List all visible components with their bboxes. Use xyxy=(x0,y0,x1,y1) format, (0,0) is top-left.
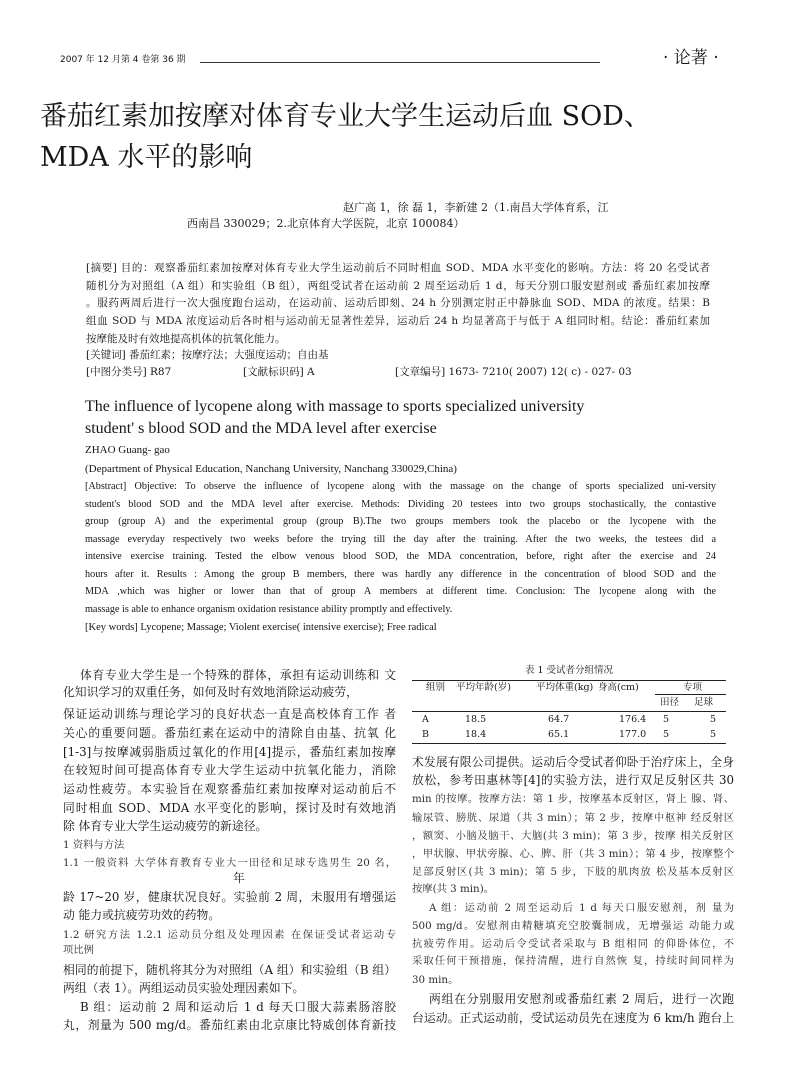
document-code: [文献标识码] A xyxy=(243,366,315,378)
body-right-line: 抗疲劳作用。运动后令受试者采取与 B 组相同 的仰卧体位，不 xyxy=(412,938,734,950)
body-right-line: 输尿管、膀胱、尿道（共 3 min）；第 2 步，按摩中枢神 经反射区 xyxy=(412,812,734,824)
table-header-cell: 平均体重(kg) xyxy=(536,682,594,693)
body-left-line: [1-3]与按摩减弱脂质过氧化的作用[4]提示，番茄红素加按摩 xyxy=(63,745,396,759)
table-cell: 176.4 xyxy=(619,714,647,725)
body-left-line: 体育专业大学生是一个特殊的群体，承担有运动训练和 文 xyxy=(80,668,396,682)
english-abstract-line: hours after it. Results : Among the group B members, there was hardly any difference in the concentration of blood SOD and the xyxy=(85,569,716,580)
body-left-line: 运动性疲劳。本实验旨在观察番茄红素加按摩对运动前后不 xyxy=(63,782,396,796)
table-cell: A xyxy=(422,714,429,725)
english-abstract-line: group (group A) and the experimental group (group B).The two groups members took the placebo or the lycopene with the xyxy=(85,516,716,527)
table-header-cell: 平均年龄(岁) xyxy=(456,682,511,693)
body-left-line: 同时相血 SOD、MDA 水平变化的影响，探讨及时有效地消 xyxy=(63,801,396,815)
english-abstract-line: massage is able to enhance organism oxidation resistance ability promptly and effectively. xyxy=(85,604,453,615)
table-cell: 65.1 xyxy=(548,729,570,740)
author-line: 赵广高 1，徐 磊 1，李新建 2（1.南昌大学体育系，江 xyxy=(343,201,609,214)
table-cell: 64.7 xyxy=(548,714,570,725)
body-left-line: 丸，剂量为 500 mg/d。番茄红素由北京康比特威创体育新技 xyxy=(63,1018,396,1032)
table-cell: 5 xyxy=(663,714,670,725)
table-rule xyxy=(655,694,726,695)
title-line: 番茄红素加按摩对体育专业大学生运动后血 SOD、 xyxy=(40,101,651,132)
table-cell: 5 xyxy=(710,729,717,740)
body-right-line: 术发展有限公司提供。运动后令受试者仰卧于治疗床上，全身 xyxy=(412,755,734,769)
body-left-line: 化知识学习的双重任务，如何及时有效地消除运动疲劳， xyxy=(63,685,358,699)
body-left-line: 动 能力或抗疲劳功效的药物。 xyxy=(63,908,221,922)
english-affiliation: (Department of Physical Education, Nanchang University, Nanchang 330029,China) xyxy=(85,463,457,475)
body-right-line: ，额窦、小脑及脑干、大脑(共 3 min)；第 3 步，按摩 相关反射区 xyxy=(412,830,734,842)
keywords-cn: [关键词] 番茄红素；按摩疗法；大强度运动；自由基 xyxy=(86,349,329,361)
body-right-line: ，甲状腺、甲状旁腺、心、脾、肝（共 3 min）；第 4 步，按摩整个 xyxy=(412,848,734,860)
body-left-line: 年 xyxy=(233,871,245,885)
author-line: 西南昌 330029；2.北京体育大学医院，北京 100084） xyxy=(187,217,465,230)
abstract-cn-line: [摘要] 目的：观察番茄红素加按摩对体育专业大学生运动前后不同时相血 SOD、MDA 水平变化的影响。方法：将 20 名受试者 xyxy=(86,262,710,274)
english-abstract-line: intensive exercise training. Tested the elbow venous blood SOD, the MDA concentration, before, right after the exercise and 24 xyxy=(85,551,716,562)
body-right-line: 足部反射区(共 3 min)；第 5 步，下肢的肌肉放 松及基本反射区 xyxy=(412,866,734,878)
abstract-cn-line: 组血 SOD 与 MDA 浓度运动后各时相与运动前无显著性差异，运动后 24 h 均显著高于与低于 A 组同时相。结论：番茄红素加 xyxy=(86,315,710,327)
body-left-line: 1.2 研究方法 1.2.1 运动员分组及处理因素 在保证受试者运动专 xyxy=(63,929,396,941)
column-label: · 论著 · xyxy=(663,48,719,68)
english-abstract-line: massage everyday respectively two weeks before the trying till the day after the training. After the two weeks, the testees did a xyxy=(85,534,716,545)
english-abstract-line: [Abstract] Objective: To observe the influence of lycopene along with the massage on the change of sports specialized uni-versity xyxy=(85,481,716,492)
body-left-line: B 组：运动前 2 周和运动后 1 d 每天口服大蒜素肠溶胶 xyxy=(80,1000,396,1014)
table-cell: 177.0 xyxy=(619,729,647,740)
body-right-line: min 的按摩。按摩方法：第 1 步，按摩基本反射区，肾上 腺、肾、 xyxy=(412,793,734,805)
english-abstract-line: student's blood SOD and the MDA level after exercise. Methods: Dividing 20 testees into two groups stochastically, the contastive xyxy=(85,499,716,510)
table-cell: 5 xyxy=(663,729,670,740)
table-header-cell: 身高(cm) xyxy=(598,682,639,693)
english-abstract-line: MDA ,which was higher or lower than that of group A members at different time. Conclusion: The lycopene along with the xyxy=(85,586,716,597)
body-right-line: A 组：运动前 2 周至运动后 1 d 每天口服安慰剂，剂 量为 xyxy=(429,902,734,914)
table-subheader-cell: 足球 xyxy=(694,697,714,708)
table-rule xyxy=(412,711,726,712)
body-left-line: 1 资料与方法 xyxy=(63,839,125,851)
table-group-header: 专项 xyxy=(683,682,703,693)
table-title: 表 1 受试者分组情况 xyxy=(524,665,614,676)
english-keywords: [Key words] Lycopene; Massage; Violent exercise( intensive exercise); Free radical xyxy=(85,622,437,633)
body-left-line: 除 体育专业大学生运动疲劳的新途径。 xyxy=(63,819,268,833)
title-line: MDA 水平的影响 xyxy=(40,142,253,173)
english-title-line: The influence of lycopene along with massage to sports specialized university xyxy=(85,398,585,415)
abstract-cn-line: 按摩能及时有效地提高机体的抗氧化能力。 xyxy=(86,333,286,345)
table-cell: B xyxy=(422,729,429,740)
english-author: ZHAO Guang- gao xyxy=(85,444,170,456)
table-header-cell: 组别 xyxy=(426,682,446,693)
body-left-line: 在较短时间可提高体育专业大学生运动中抗氧化能力，消除 xyxy=(63,763,396,777)
table-rule xyxy=(412,743,726,744)
body-left-line: 两组（表 1）。两组运动员实验处理因素如下。 xyxy=(63,981,305,995)
body-right-line: 按摩(共 3 min)。 xyxy=(412,883,495,895)
body-right-line: 30 min。 xyxy=(412,974,459,986)
table-cell: 5 xyxy=(710,714,717,725)
body-left-line: 项比例 xyxy=(63,944,94,956)
body-right-line: 放松，参考田惠林等[4]的实验方法，进行双足反射区共 30 xyxy=(412,773,734,787)
table-subheader-cell: 田径 xyxy=(660,697,680,708)
abstract-cn-line: 。服药两周后进行一次大强度跑台运动，在运动前、运动后即刻、24 h 分别测定肘正中静脉血 SOD、MDA 的浓度。结果：B xyxy=(86,297,710,309)
journal-issue: 2007 年 12 月第 4 卷第 36 期 xyxy=(60,55,186,65)
body-right-line: 台运动。正式运动前，受试运动员先在速度为 6 km/h 跑台上 xyxy=(412,1011,734,1025)
body-left-line: 关心的重要问题。番茄红素在运动中的清除自由基、抗氧 化 xyxy=(63,726,396,740)
table-cell: 18.4 xyxy=(465,729,487,740)
table-cell: 18.5 xyxy=(465,714,487,725)
body-right-line: 两组在分别服用安慰剂或番茄红素 2 周后，进行一次跑 xyxy=(429,992,734,1006)
body-right-line: 500 mg/d。安慰剂由精糖填充空胶囊制成，无增强运 动能力或 xyxy=(412,920,734,932)
header-rule xyxy=(200,62,600,63)
body-left-line: 相同的前提下，随机将其分为对照组（A 组）和实验组（B 组） xyxy=(63,963,396,977)
body-right-line: 采取任何干预措施，保持清醒，进行自然恢 复，持续时间同样为 xyxy=(412,955,734,967)
article-number: [文章编号] 1673- 7210( 2007) 12( c) - 027- 03 xyxy=(395,366,632,378)
abstract-cn-line: 随机分为对照组（A 组）和实验组（B 组），两组受试者在运动前 2 周至运动后 1 d，每天分别口服安慰剂或 番茄红素加按摩 xyxy=(86,280,710,292)
english-title-line: student' s blood SOD and the MDA level after exercise xyxy=(85,420,437,437)
body-left-line: 保证运动训练与理论学习的良好状态一直是高校体育工作 者 xyxy=(63,707,396,721)
clc-number: [中图分类号] R87 xyxy=(86,366,172,378)
body-left-line: 龄 17~20 岁，健康状况良好。实验前 2 周，未服用有增强运 xyxy=(63,890,396,904)
body-left-line: 1.1 一般资料 大学体育教育专业大一田径和足球专选男生 20 名， xyxy=(63,857,396,869)
